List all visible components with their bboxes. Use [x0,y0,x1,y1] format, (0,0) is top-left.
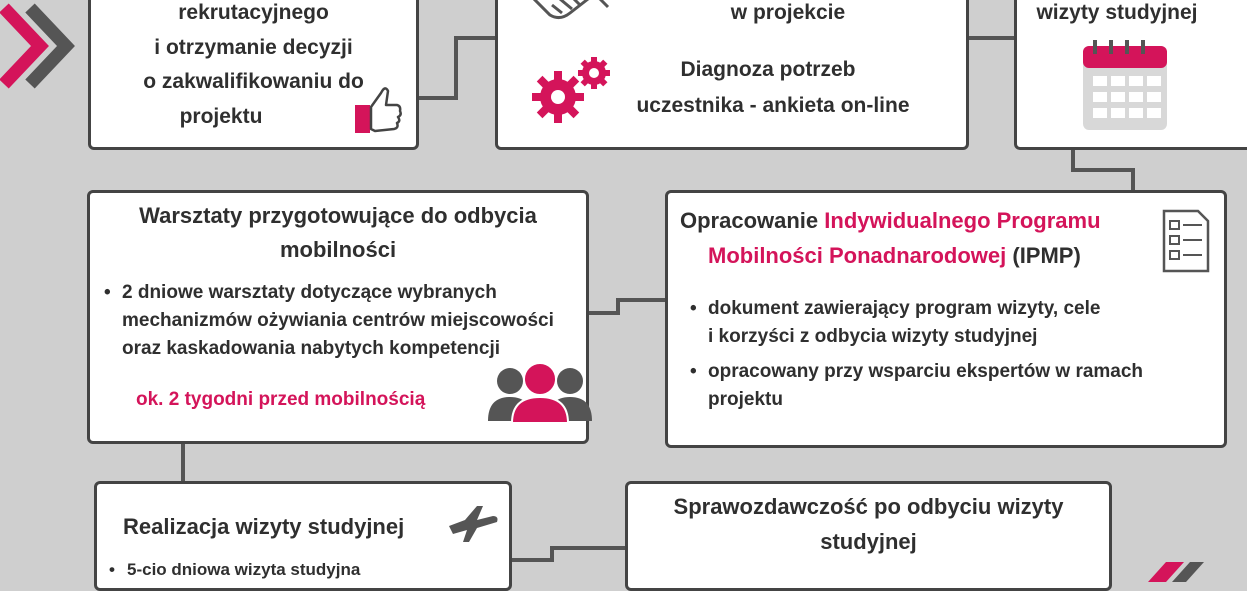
connector-visit-ipmp [1073,148,1133,192]
step-ipmp-box [665,190,1227,448]
double-chevron-bottom-icon [1140,556,1240,586]
ipmp-title-highlight-1: Indywidualnego Programu [824,208,1101,233]
reporting-title-line-1: Sprawozdawczość po odbyciu wizyty [673,494,1064,519]
ipmp-bullet-2: • opracowany przy wsparciu ekspertów w ramach projektu [708,358,1143,414]
ipmp-bullet-2-line-1: opracowany przy wsparciu ekspertów w ramach [708,361,1144,382]
ipmp-bullet-1-line-1: dokument zawierający program wizyty, cele [708,298,1101,319]
double-chevron-icon [0,0,90,100]
ipmp-title-line-2 [708,241,1081,271]
recruitment-line-2: i otrzymanie decyzji [154,36,353,59]
recruitment-line-1: rekrutacyjnego [178,1,329,24]
handshake-icon [530,0,610,23]
step-workshops-box [87,190,589,444]
participation-line-1: w projekcie [730,1,846,24]
workshops-bullet-line-3: oraz kaskadowania nabytych kompetencji [122,338,501,359]
calendar-icon [1081,38,1171,133]
realization-title: Realizacja wizyty studyjnej [123,514,405,539]
step-participation-box [495,0,969,150]
step-reporting-box [625,481,1112,591]
workshops-bullet-line-1: 2 dniowe warsztaty dotyczące wybranych [122,282,497,303]
step-recruitment-box [88,0,419,150]
connector-recruitment-participation [418,38,496,98]
workshops-title-line-2: mobilności [279,237,397,262]
connector-realization-reporting [511,548,626,560]
participation-line-2: Diagnoza potrzeb [680,58,856,81]
workshops-timing: ok. 2 tygodni przed mobilnością [136,389,426,410]
recruitment-line-4: projektu [179,105,263,128]
ipmp-bullet-1-line-2: i korzyści z odbycia wizyty studyjnej [708,326,1038,347]
reporting-title-line-2: studyjnej [820,529,917,554]
ipmp-bullet-1: • dokument zawierający program wizyty, cele i korzyści z odbycia wizyty studyjnej [708,295,1100,351]
group-icon [488,361,592,423]
step-realization-box [94,481,512,591]
ipmp-title-highlight-2: Mobilności Ponadnarodowej [708,243,1007,268]
step-study-visit-box [1014,0,1247,150]
airplane-icon [447,504,499,544]
document-icon [1162,209,1212,275]
participation-line-3: uczestnika - ankieta on-line [636,94,910,117]
workshops-bullet-line-2: mechanizmów ożywiania centrów miejscowości [122,310,554,331]
workshops-title-line-1: Warsztaty przygotowujące do odbycia [139,203,537,228]
connector-ipmp-workshops [589,300,666,313]
study-visit-line-1: wizyty studyjnej [1036,1,1198,24]
workshops-bullet: • 2 dniowe warsztaty dotyczące wybranych mechanizmów ożywiania centrów miejscowości oraz kaskadowania nabytych kompetencji [122,279,554,363]
thumbs-up-icon [353,85,403,137]
ipmp-title-line-1 [680,206,1101,236]
recruitment-line-3: o zakwalifikowaniu do [143,70,364,93]
ipmp-bullet-2-line-2: projektu [708,389,783,410]
realization-bullet-line-1: 5-cio dniowa wizyta studyjna [127,560,361,579]
realization-bullet: • 5-cio dniowa wizyta studyjna [127,556,360,584]
ipmp-title-suffix: (IPMP) [1006,243,1081,268]
ipmp-title-prefix: Opracowanie [680,208,825,233]
